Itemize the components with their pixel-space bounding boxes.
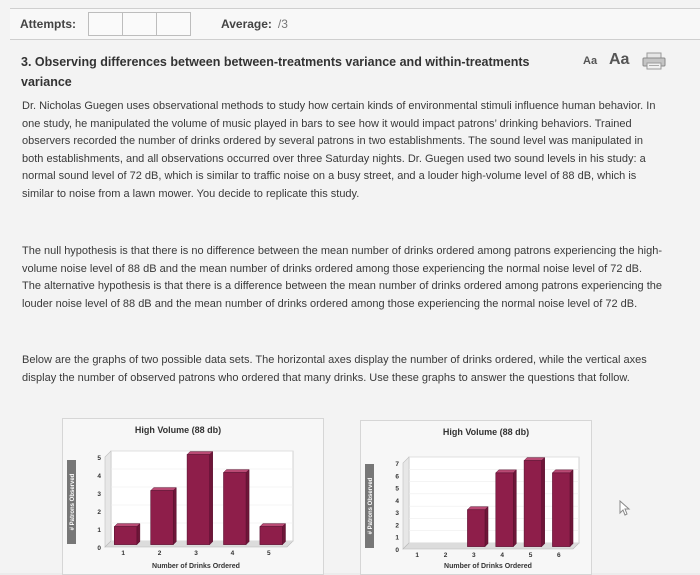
chart-2-bar-top <box>552 470 573 473</box>
chart-1-ytick-label: 0 <box>97 545 101 552</box>
chart-1-bar-side <box>282 524 285 545</box>
paragraph-graph-instructions: Below are the graphs of two possible data sets. The horizontal axes display the number of drinks ordered, while the vertical axes display the number of observed patrons who ordered that many drinks. Use these graphs to answer the questions that follow. <box>22 354 647 384</box>
attempt-box-1 <box>88 12 123 36</box>
chart-2-bar-side <box>513 470 516 547</box>
chart-1-xtick-label: 3 <box>194 550 198 557</box>
chart-1-ytick-label: 1 <box>97 527 101 534</box>
chart-2-xtick-label: 2 <box>443 552 448 559</box>
chart-2-xtick-label: 4 <box>500 552 504 559</box>
chart-1-title: High Volume (88 db) <box>134 425 222 435</box>
chart-1-xlabel: Number of Drinks Ordered <box>152 563 240 570</box>
chart-2-title: High Volume (88 db) <box>442 427 530 437</box>
chart-2-ytick-label: 7 <box>395 461 399 468</box>
decrease-font-button[interactable]: Aa <box>583 55 598 67</box>
chart-1-bar-3 <box>187 455 210 545</box>
chart-1-ytick-label: 3 <box>97 491 101 498</box>
chart-1-bar-side <box>246 470 249 545</box>
chart-2-ytick-label: 4 <box>395 497 399 505</box>
chart-1-bar-2 <box>151 491 174 545</box>
chart-1-bar-top <box>260 524 286 527</box>
chart-1-bar-top <box>187 452 213 455</box>
question-title: 3. Observing differences between between-treatments variance and within-treatments variance <box>21 55 530 89</box>
chart-2-side-wall <box>403 457 409 549</box>
chart-1-bar-1 <box>114 527 137 545</box>
paragraph-study-description: Dr. Nicholas Guegen uses observational methods to study how certain kinds of environmental stimuli influence human behavior. In one study, he manipulated the volume of music played in bars to see how it would impact patrons’ drinking behaviors. Trained observers recorded the number of drinks ordered by several patrons in two establishments. The sound level was manipulated in both establishments, and all observations occurred over three Saturday nights. Dr. Guegen used two sound levels in his study: a normal sound level of 72 dB, which is similar to traffic noise on a busy street, and a louder high-volume level of 88 dB, which is similar to noise from a lawn mower. You decide to replicate this study. <box>22 100 656 200</box>
increase-font-button[interactable]: Aa <box>609 51 630 68</box>
chart-1-bar-4 <box>224 473 247 545</box>
chart-2-xlabel: Number of Drinks Ordered <box>444 563 532 570</box>
chart-2-xtick-label: 3 <box>472 552 476 559</box>
chart-2-bar-side <box>570 470 573 547</box>
chart-1-bar-top <box>114 524 140 527</box>
chart-2-ytick-label: 6 <box>395 473 399 481</box>
chart-1-bar-top <box>151 488 177 491</box>
chart-2-bar-top <box>467 507 488 510</box>
chart-2-bar-4 <box>496 473 514 547</box>
chart-2-ylabel: # Patrons Observed <box>368 477 374 535</box>
attempt-box-2 <box>122 12 157 36</box>
chart-2-bar-5 <box>524 461 542 547</box>
average-value: /3 <box>277 17 288 31</box>
chart-2-bar-3 <box>467 510 485 547</box>
chart-2-xtick-label: 5 <box>528 552 533 559</box>
chart-dataset-2 <box>360 420 592 575</box>
chart-1-xtick-label: 5 <box>266 550 271 557</box>
chart-1-ylabel: # Patrons Observed <box>70 473 76 531</box>
attempts-bar <box>10 8 700 40</box>
chart-1-side-wall <box>105 451 111 547</box>
chart-2-bar-side <box>542 458 545 547</box>
chart-2-ytick-label: 0 <box>395 547 399 554</box>
chart-1-ytick-label: 2 <box>97 509 101 516</box>
chart-2-xtick-label: 6 <box>557 552 561 559</box>
chart-2-ytick-label: 2 <box>395 522 399 530</box>
chart-2-bar-6 <box>552 473 570 547</box>
attempts-label: Attempts: <box>20 17 76 31</box>
average-label <box>221 17 288 31</box>
chart-1-bar-top <box>224 470 250 473</box>
chart-2-bar-top <box>496 470 517 473</box>
mouse-pointer-icon <box>617 500 631 516</box>
chart-1-ytick-label: 5 <box>97 455 101 462</box>
chart-1-svg <box>63 419 323 574</box>
chart-2-svg <box>361 421 591 574</box>
chart-1-bar-side <box>173 488 176 545</box>
chart-1-bar-5 <box>260 527 283 545</box>
attempt-boxes <box>88 12 190 36</box>
print-icon[interactable] <box>642 52 666 70</box>
chart-2-ytick-label: 5 <box>395 485 399 493</box>
chart-2-ytick-label: 1 <box>395 534 399 542</box>
chart-1-xtick-label: 2 <box>157 550 162 557</box>
chart-1-xtick-label: 4 <box>230 550 235 557</box>
chart-2-bar-top <box>524 458 545 461</box>
attempt-box-3 <box>156 12 191 36</box>
chart-2-xtick-label: 1 <box>415 552 419 559</box>
average-label-text: Average: <box>221 17 272 31</box>
chart-2-ytick-label: 3 <box>395 510 399 518</box>
chart-2-bar-side <box>485 507 488 547</box>
chart-1-xtick-label: 1 <box>121 550 126 557</box>
chart-1-ytick-label: 4 <box>97 473 101 480</box>
chart-dataset-1 <box>62 418 324 575</box>
chart-1-bar-side <box>137 524 140 545</box>
chart-1-bar-side <box>210 452 213 545</box>
paragraph-hypotheses: The null hypothesis is that there is no difference between the mean number of drinks ordered among patrons experiencing the high-volume noise level of 88 dB and the mean number of drinks ordered among those experiencing the normal noise level of 72 dB. The alternative hypothesis is that there is a difference between the mean number of drinks ordered among patrons experiencing the louder noise level of 88 dB and the mean number of drinks ordered among those experiencing the normal noise level of 72 dB. <box>22 245 663 310</box>
